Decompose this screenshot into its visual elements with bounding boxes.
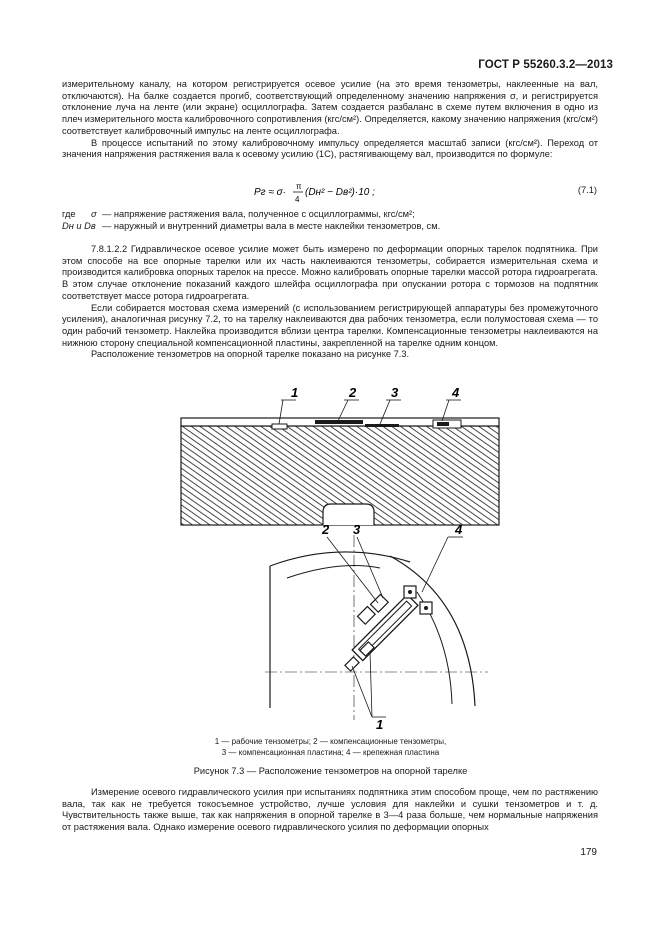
- figure-caption: Рисунок 7.3 — Расположение тензометров на опорной тарелке: [193, 766, 468, 776]
- bolt-b: [424, 606, 428, 610]
- formula-graphic: [0, 180, 661, 208]
- figure-legend-line-2: 3 — компенсационная пластина; 4 — крепежная пластина: [221, 748, 440, 757]
- legend-where: где: [62, 209, 76, 219]
- label-bottom-1: 1: [376, 717, 384, 732]
- legend-sigma-text: — напряжение растяжения вала, полученное с осциллограммы, кгс/см²;: [102, 209, 415, 219]
- formula-legend: [62, 209, 598, 232]
- formula-frac-den: 4: [295, 195, 300, 204]
- mount-bolt-section: [437, 422, 449, 426]
- leader-plan-2: [327, 537, 378, 603]
- gauge-3-section: [365, 424, 399, 427]
- formula-frac-num: π: [296, 182, 302, 191]
- paragraph-3: 7.8.1.2.2 Гидравлическое осевое усилие может быть измерено по деформации опорных тарелок подпятника. При этом способе на все опорные тарелки или их часть наклеиваются тензометры, собирается измерительная схема и производится калибровка опорных тарелок на прессе. Можно калибровать опорные тарелки массой ротора гидроагрегата. В этом случае отклонение показаний каждого шлейфа осциллографа при опускании ротора с тормозов на подпятник соответствует массе ротора гидроагрегата.: [62, 244, 598, 301]
- legend-row-sigma: [62, 209, 598, 221]
- label-top-3: 3: [391, 385, 399, 400]
- plan-inner-arc-top: [287, 566, 380, 578]
- label-bottom-3: 3: [353, 522, 361, 537]
- standard-header: ГОСТ Р 55260.3.2—2013: [478, 59, 613, 71]
- label-top-4: 4: [452, 385, 460, 400]
- comp-plate-section: [315, 420, 363, 424]
- gauge-2b-plan: [358, 607, 376, 625]
- plan-view: [265, 522, 488, 732]
- page-number: 179: [580, 847, 597, 858]
- center-recess: [323, 504, 374, 525]
- formula-rhs: (Dн² − Dв²)·10 ;: [305, 187, 375, 198]
- text-block-middle: [62, 244, 598, 361]
- paragraph-6: Измерение осевого гидравлического усилия при испытаниях подпятника этим способом проще, чем по растяжению вала, так как не требуется токосъемное устройство, лучше условия для наклейки и сушки тензометров и т. д. Чувствительность также выше, так как напряжения в опорной тарелке в 3—4 раза больше, чем нормальные напряжения от растяжения вала. Однако измерение осевого гидравлического усилия по деформации опорных: [62, 787, 598, 833]
- leader-plan-1a: [352, 666, 372, 717]
- paragraph-2: В процессе испытаний по этому калибровочному импульсу определяется масштаб записи (кгс/см²). Переход от значения напряжения растяжения вала к осевому усилию (1С), растягивающему вал, производится по формуле:: [62, 137, 598, 160]
- paragraph-1: измерительному каналу, на котором регистрируется осевое усилие (на это время тензометры, наклеенные на вал, отключаются). На балке создается прогиб, соответствующий определенному значению напряжения σ, и регистрируется отклонение луча на ленте (или экране) осциллографа. Затем создается разбаланс в схеме путем включения в одно из плеч измерительного моста калибровочного сопротивления (кгс/см²). Определяется, какому значению напряжения (кгс/см²) соответствует калибровочный импульс на ленте осциллографа.: [62, 79, 598, 136]
- bolt-a: [408, 590, 412, 594]
- paragraph-4: Если собирается мостовая схема измерений (с использованием регистрирующей аппаратуры без промежуточного усиления), аналогичная рисунку 7.2, то на тарелку наклеиваются два рабочих тензометра, если полумостовая схема — то один рабочий тензометр. Наклейка производится вблизи центра тарелки. Компенсационные тензометры наклеиваются на нижнюю сторону специальной компенсационной пластины, закрепленной на тарелке одним концом.: [62, 302, 598, 348]
- plan-outer-arc: [390, 556, 475, 706]
- figure-7-3: [0, 380, 661, 736]
- gauge-1-plan-a: [345, 657, 359, 671]
- leader-plan-4: [422, 537, 448, 592]
- legend-d-symbol: Dн и Dв: [62, 220, 96, 231]
- gauge-1-section: [272, 424, 287, 429]
- label-top-2: 2: [349, 385, 357, 400]
- formula-lhs: Pг ≈ σ·: [254, 187, 287, 198]
- figure-legend-line-1: 1 — рабочие тензометры; 2 — компенсационные тензометры,: [214, 737, 447, 746]
- legend-d-text: — наружный и внутренний диаметры вала в месте наклейки тензометров, см.: [102, 220, 441, 231]
- label-top-1: 1: [291, 385, 299, 400]
- formula-number: (7.1): [577, 185, 597, 195]
- legend-sigma-symbol: σ: [91, 209, 97, 219]
- label-bottom-2: 2: [322, 522, 330, 537]
- section-view: [181, 385, 499, 525]
- figure-legend: [0, 736, 661, 758]
- paragraph-5: Расположение тензометров на опорной тарелке показано на рисунке 7.3.: [91, 349, 410, 360]
- label-bottom-4: 4: [455, 522, 463, 537]
- legend-row-diameters: [62, 221, 598, 233]
- text-block-bottom: [62, 787, 598, 834]
- leader-plan-1b: [370, 652, 372, 717]
- text-block-top: [62, 79, 598, 161]
- formula-7-1: [0, 180, 661, 208]
